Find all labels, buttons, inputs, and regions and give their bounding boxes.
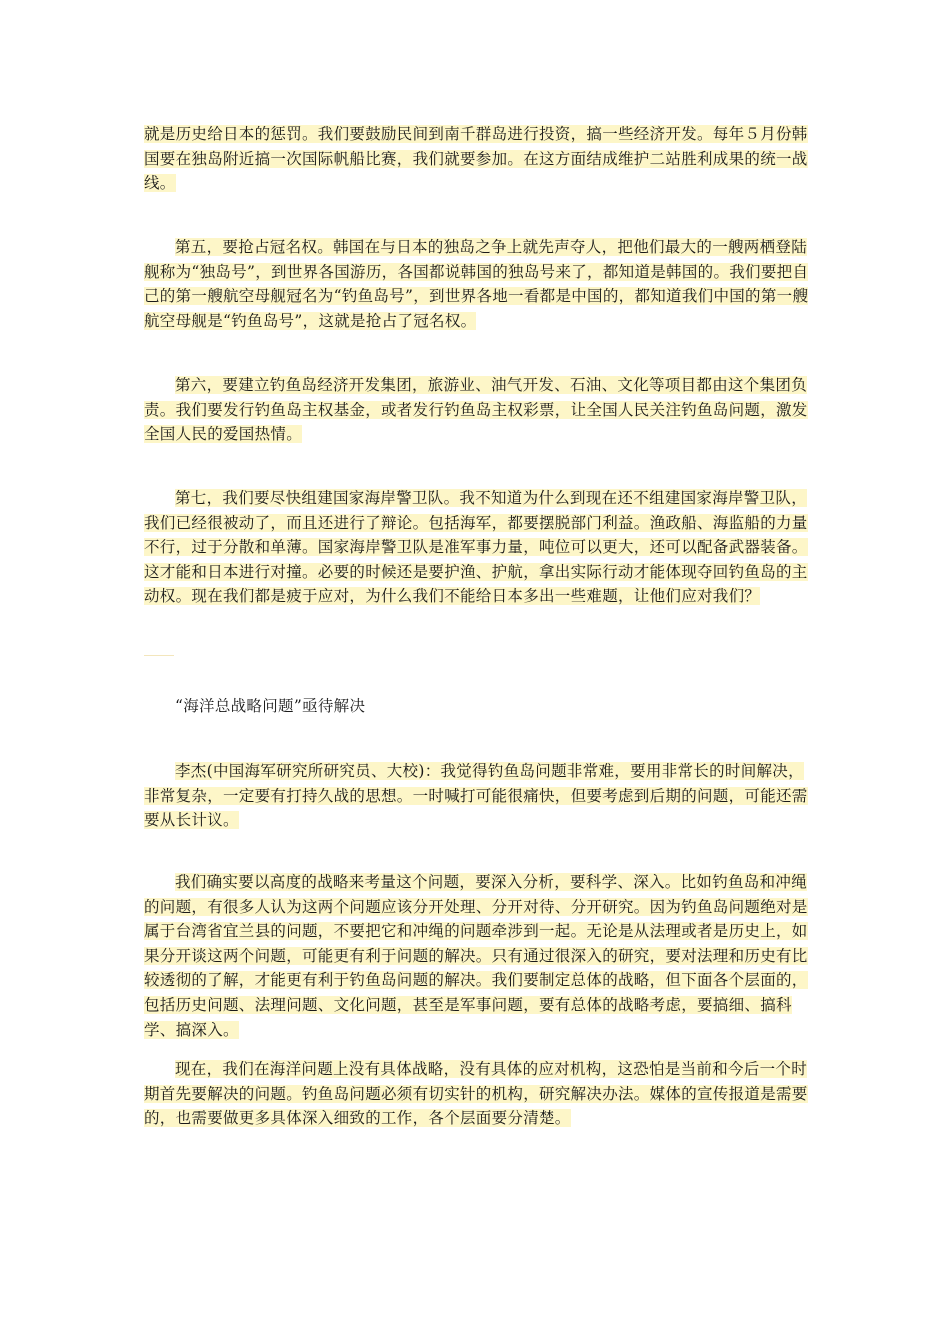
paragraph-seventh-point bbox=[144, 486, 812, 609]
paragraph-text: 第五，要抢占冠名权。韩国在与日本的独岛之争上就先声夺人，把他们最大的一艘两栖登陆舰称为“独岛号”，到世界各国游历，各国都说韩国的独岛号来了，都知道是韩国的。我们要把自己的第一艘航空母舰冠名为“钓鱼岛号”，到世界各地一看都是中国的，都知道我们中国的第一艘航空母舰是“钓鱼岛号”，这就是抢占了冠名权。 bbox=[144, 238, 809, 330]
paragraph-fifth-point bbox=[144, 235, 812, 333]
paragraph-text: 李杰(中国海军研究所研究员、大校)：我觉得钓鱼岛问题非常难，要用非常长的时间解决，非常复杂，一定要有打持久战的思想。一时喊打可能很痛快，但要考虑到后期的问题，可能还需要从长计议。 bbox=[144, 762, 808, 830]
paragraph-text: 第六，要建立钓鱼岛经济开发集团，旅游业、油气开发、石油、文化等项目都由这个集团负责。我们要发行钓鱼岛主权基金，或者发行钓鱼岛主权彩票，让全国人民关注钓鱼岛问题，激发全国人民的爱国热情。 bbox=[144, 376, 808, 444]
paragraph-text: 就是历史给日本的惩罚。我们要鼓励民间到南千群岛进行投资，搞一些经济开发。每年５月份韩国要在独岛附近搞一次国际帆船比赛，我们就要参加。在这方面结成维护二站胜利成果的统一战线。 bbox=[144, 125, 808, 193]
section-heading bbox=[144, 694, 365, 719]
paragraph-sixth-point bbox=[144, 373, 812, 447]
paragraph-text: 第七，我们要尽快组建国家海岸警卫队。我不知道为什么到现在还不组建国家海岸警卫队，我们已经很被动了，而且还进行了辩论。包括海军，都要摆脱部门利益。渔政船、海监船的力量不行，过于分散和单薄。国家海岸警卫队是准军事力量，吨位可以更大，还可以配备武器装备。这才能和日本进行对撞。必要的时候还是要护渔、护航，拿出实际行动才能体现夺回钓鱼岛的主动权。现在我们都是疲于应对，为什么我们不能给日本多出一些难题，让他们应对我们？ bbox=[144, 489, 808, 606]
paragraph-ocean-strategy bbox=[144, 1057, 812, 1131]
section-divider bbox=[144, 655, 174, 656]
paragraph-strategy bbox=[144, 870, 812, 1042]
paragraph-li-jie-intro bbox=[144, 759, 812, 833]
paragraph-text: 现在，我们在海洋问题上没有具体战略，没有具体的应对机构，这恐怕是当前和今后一个时期首先要解决的问题。钓鱼岛问题必须有切实针的机构，研究解决办法。媒体的宣传报道是需要的，也需要做更多具体深入细致的工作，各个层面要分清楚。 bbox=[144, 1060, 808, 1128]
paragraph-text: 我们确实要以高度的战略来考量这个问题，要深入分析，要科学、深入。比如钓鱼岛和冲绳的问题，有很多人认为这两个问题应该分开处理、分开对待、分开研究。因为钓鱼岛问题绝对是属于台湾省宜兰县的问题，不要把它和冲绳的问题牵涉到一起。无论是从法理或者是历史上，如果分开谈这两个问题，可能更有利于问题的解决。只有通过很深入的研究，要对法理和历史有比较透彻的了解，才能更有利于钓鱼岛问题的解决。我们要制定总体的战略，但下面各个层面的，包括历史问题、法理问题、文化问题，甚至是军事问题，要有总体的战略考虑，要搞细、搞科学、搞深入。 bbox=[144, 873, 808, 1039]
section-heading-text: “海洋总战略问题”亟待解决 bbox=[175, 697, 366, 715]
paragraph-continuation bbox=[144, 122, 812, 196]
